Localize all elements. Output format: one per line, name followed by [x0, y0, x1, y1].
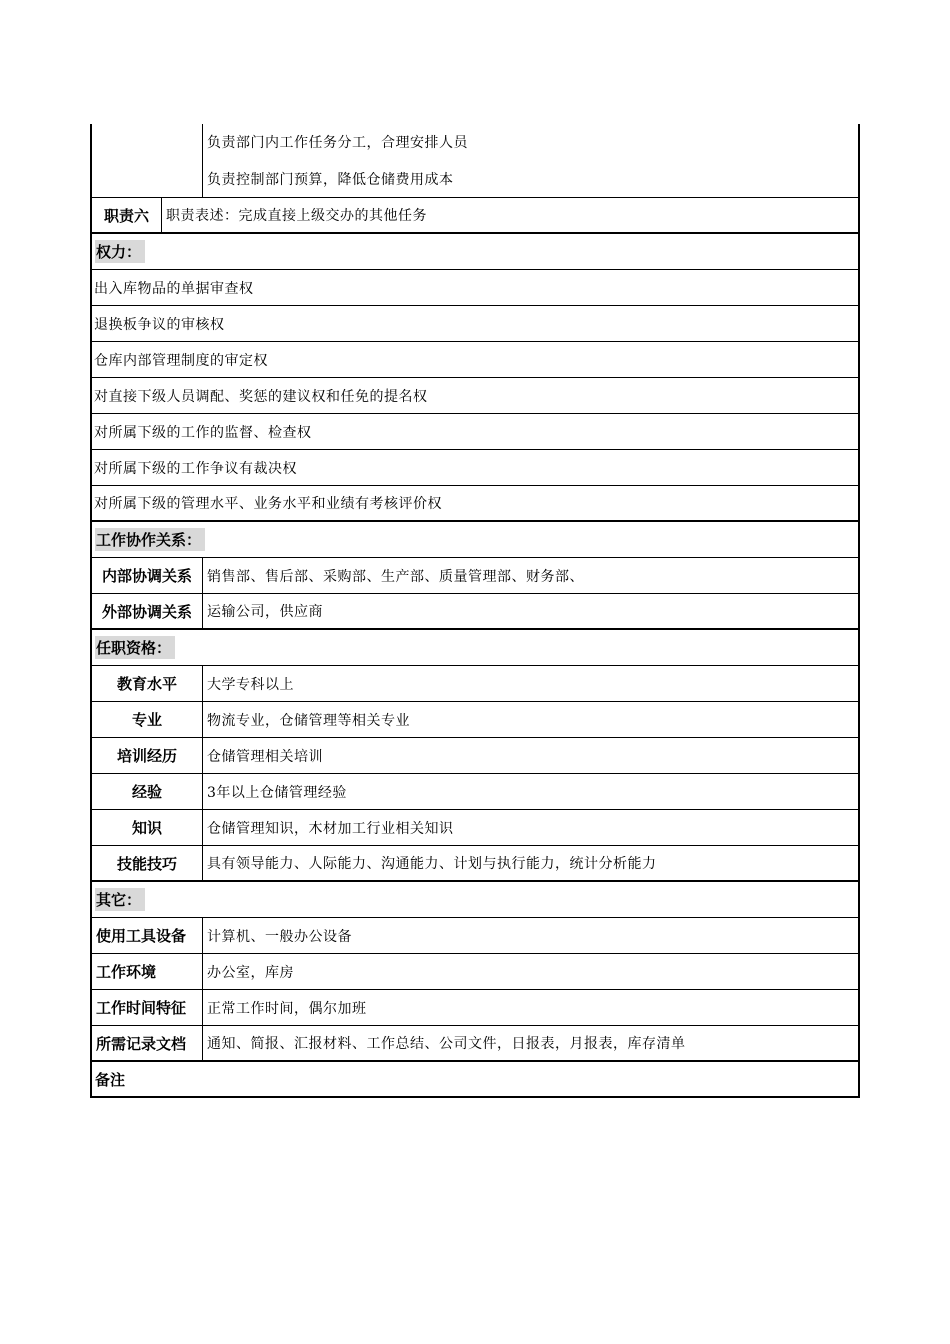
row-label: 知识 — [92, 810, 203, 845]
row-label: 内部协调关系 — [92, 558, 203, 593]
row-value: 计算机、一般办公设备 — [207, 928, 352, 945]
duty-continuation-row — [90, 124, 860, 198]
qualification-row — [90, 666, 860, 702]
row-value: 正常工作时间，偶尔加班 — [207, 1000, 367, 1017]
section-title: 任职资格： — [92, 630, 175, 665]
row-label: 所需记录文档 — [92, 1026, 203, 1060]
row-label: 经验 — [92, 774, 203, 809]
other-row — [90, 990, 860, 1026]
cooperation-section-header — [90, 522, 860, 558]
row-label: 技能技巧 — [92, 846, 203, 880]
duty-six-label: 职责六 — [92, 198, 162, 232]
row-label: 培训经历 — [92, 738, 203, 773]
power-item: 仓库内部管理制度的审定权 — [90, 342, 860, 378]
row-value: 3年以上仓储管理经验 — [207, 784, 347, 801]
other-row — [90, 1026, 860, 1062]
row-value: 物流专业，仓储管理等相关专业 — [207, 712, 410, 729]
qualification-row — [90, 702, 860, 738]
row-label: 专业 — [92, 702, 203, 737]
qualification-row — [90, 810, 860, 846]
row-value: 销售部、售后部、采购部、生产部、质量管理部、财务部、 — [207, 568, 584, 585]
remarks-title: 备注 — [95, 1070, 126, 1089]
power-item: 对直接下级人员调配、奖惩的建议权和任免的提名权 — [90, 378, 860, 414]
row-value: 大学专科以上 — [207, 676, 294, 693]
qualification-row — [90, 774, 860, 810]
power-item: 退换板争议的审核权 — [90, 306, 860, 342]
qualification-row — [90, 738, 860, 774]
power-item: 对所属下级的工作争议有裁决权 — [90, 450, 860, 486]
duty-six-text: 职责表述：完成直接上级交办的其他任务 — [166, 208, 427, 224]
other-row — [90, 918, 860, 954]
power-item: 对所属下级的工作的监督、检查权 — [90, 414, 860, 450]
job-description-table — [90, 124, 860, 1098]
powers-section-header — [90, 234, 860, 270]
duty-lines — [203, 124, 858, 197]
row-label: 工作时间特征 — [92, 990, 203, 1025]
empty-label-cell — [92, 124, 203, 197]
row-value: 运输公司，供应商 — [207, 604, 323, 620]
others-section-header — [90, 882, 860, 918]
remarks-row — [90, 1062, 860, 1098]
row-label: 教育水平 — [92, 666, 203, 701]
row-label: 工作环境 — [92, 954, 203, 989]
duty-line: 负责部门内工作任务分工，合理安排人员 — [207, 135, 468, 152]
duty-line: 负责控制部门预算，降低仓储费用成本 — [207, 171, 454, 188]
section-title: 工作协作关系： — [92, 522, 205, 557]
power-item: 出入库物品的单据审查权 — [90, 270, 860, 306]
qualification-row — [90, 846, 860, 882]
qualifications-section-header — [90, 630, 860, 666]
cooperation-row — [90, 594, 860, 630]
power-item: 对所属下级的管理水平、业务水平和业绩有考核评价权 — [90, 486, 860, 522]
cooperation-row — [90, 558, 860, 594]
row-label: 使用工具设备 — [92, 918, 203, 953]
row-value: 通知、简报、汇报材料、工作总结、公司文件，日报表，月报表，库存清单 — [207, 1036, 686, 1052]
section-title: 其它： — [92, 882, 145, 917]
row-label: 外部协调关系 — [92, 594, 203, 628]
row-value: 仓储管理相关培训 — [207, 748, 323, 765]
section-title: 权力： — [92, 234, 145, 269]
row-value: 具有领导能力、人际能力、沟通能力、计划与执行能力，统计分析能力 — [207, 856, 657, 872]
other-row — [90, 954, 860, 990]
duty-six-row — [90, 198, 860, 234]
row-value: 仓储管理知识，木材加工行业相关知识 — [207, 820, 454, 837]
row-value: 办公室，库房 — [207, 964, 294, 981]
